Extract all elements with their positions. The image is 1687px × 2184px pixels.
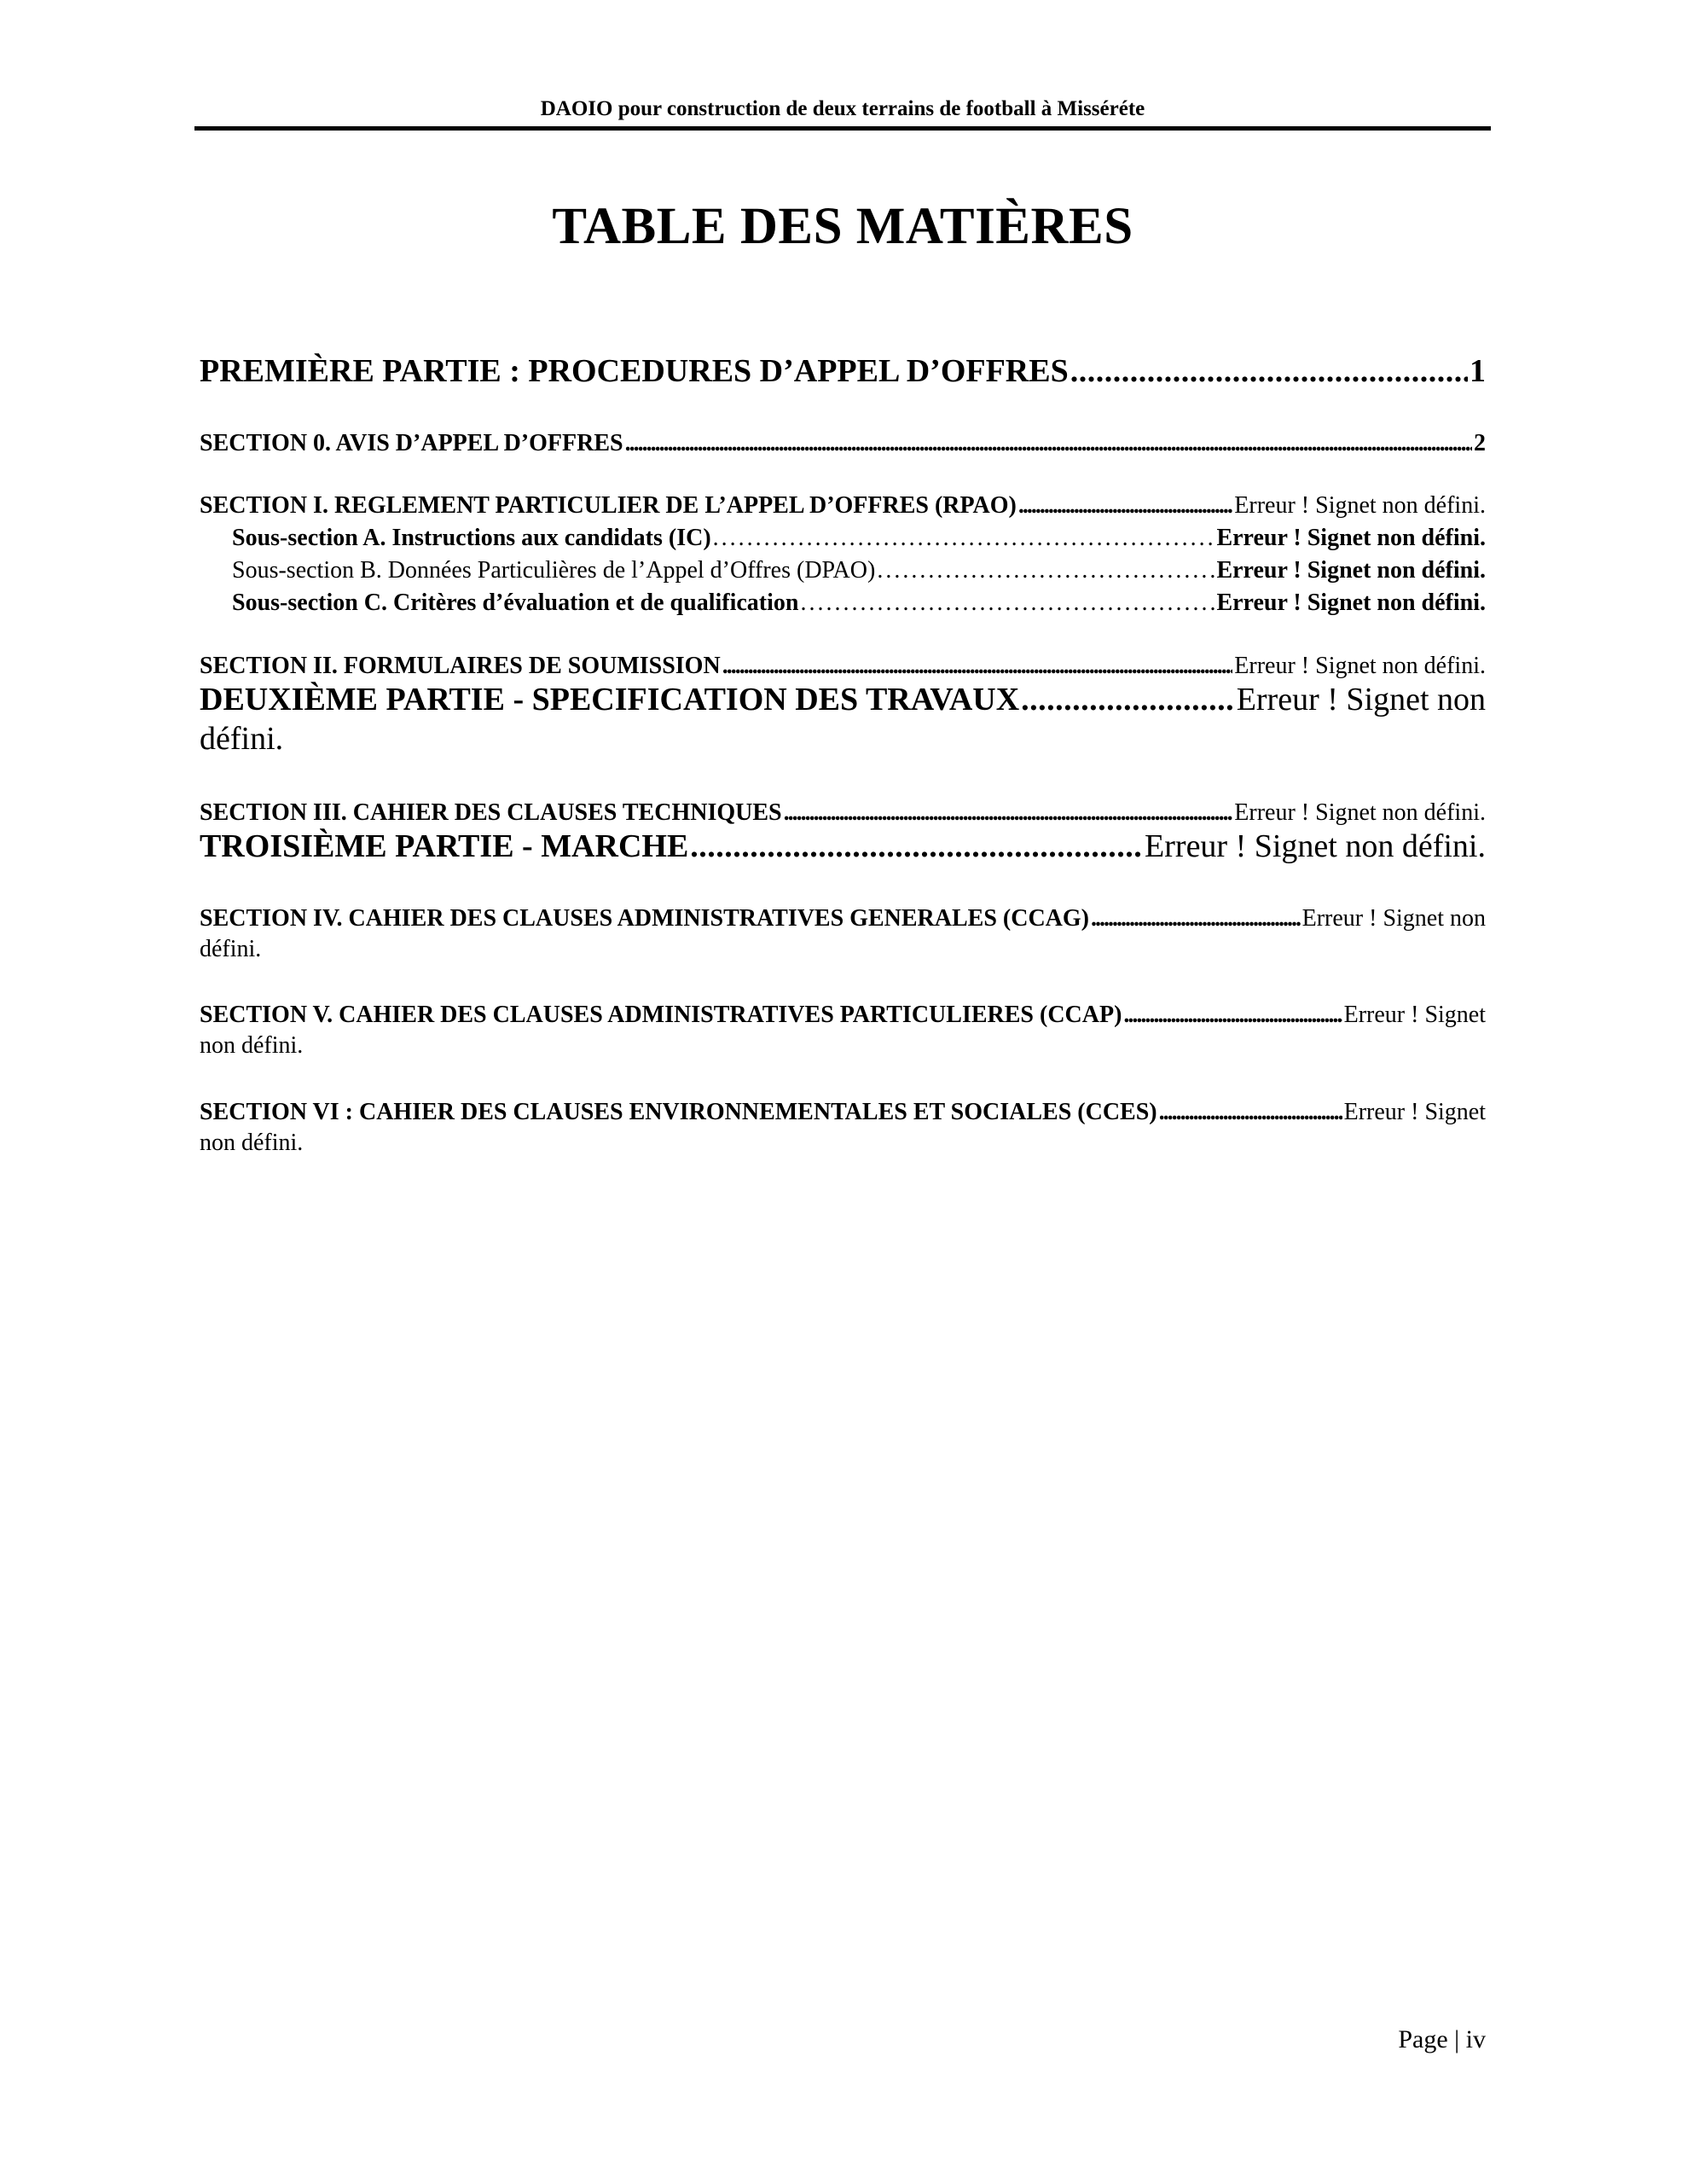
toc-entry-label: Sous-section A. Instructions aux candidats (IC) [232, 525, 711, 551]
toc-dot-leader [690, 827, 1143, 866]
toc-page-error: Erreur ! Signet [1343, 1002, 1486, 1028]
toc-entry-section-2[interactable] [200, 651, 1486, 682]
toc-entry-subsection-b[interactable] [232, 555, 1486, 586]
toc-entry-part-2[interactable] [200, 680, 1486, 758]
toc-entry-section-6[interactable] [200, 1097, 1486, 1159]
toc-page-number: 1 [1470, 353, 1486, 389]
toc-page-error: Erreur ! Signet non [1236, 682, 1486, 717]
page-title: TABLE DES MATIÈRES [552, 198, 1133, 255]
toc-dot-leader [1018, 491, 1232, 521]
toc-page-error: Erreur ! Signet non défini. [1234, 653, 1486, 679]
toc-entry-label: SECTION I. REGLEMENT PARTICULIER DE L’APPEL D’OFFRES (RPAO) [200, 492, 1017, 519]
toc-dot-leader [1091, 903, 1301, 934]
running-header: DAOIO pour construction de deux terrains de football à Misséréte [540, 97, 1145, 120]
toc-page-error: Erreur ! Signet non [1301, 905, 1486, 932]
toc-page-number: 2 [1474, 430, 1486, 456]
toc-page-error: Erreur ! Signet non défini. [1145, 828, 1486, 864]
toc-entry-section-5[interactable] [200, 1000, 1486, 1061]
toc-page-error: Erreur ! Signet non défini. [1216, 557, 1486, 584]
toc-entry-section-1[interactable] [200, 491, 1486, 521]
header-rule [194, 126, 1491, 131]
toc-page-error-continued: non défini. [200, 1130, 304, 1156]
toc-entry-label: SECTION III. CAHIER DES CLAUSES TECHNIQUES [200, 799, 782, 826]
toc-dot-leader [722, 651, 1233, 682]
toc-page-error: Erreur ! Signet non défini. [1234, 492, 1486, 519]
toc-entry-subsection-c[interactable] [232, 588, 1486, 619]
toc-entry-label: SECTION IV. CAHIER DES CLAUSES ADMINISTRATIVES GENERALES (CCAG) [200, 905, 1089, 932]
toc-entry-part-1[interactable] [200, 351, 1486, 391]
toc-page-error: Erreur ! Signet non défini. [1216, 590, 1486, 616]
toc-page-error-continued: non défini. [200, 1032, 304, 1059]
toc-dot-leader [877, 555, 1215, 586]
toc-entry-section-3[interactable] [200, 798, 1486, 828]
toc-dot-leader [800, 588, 1215, 619]
toc-dot-leader [1159, 1097, 1342, 1128]
toc-entry-label: SECTION VI : CAHIER DES CLAUSES ENVIRONNEMENTALES ET SOCIALES (CCES) [200, 1099, 1157, 1125]
toc-dot-leader [713, 523, 1215, 554]
toc-dot-leader [784, 798, 1233, 828]
toc-page-error: Erreur ! Signet non défini. [1216, 525, 1486, 551]
toc-page-error: Erreur ! Signet non défini. [1234, 799, 1486, 826]
toc-entry-label: Sous-section B. Données Particulières de l’Appel d’Offres (DPAO) [232, 557, 876, 584]
toc-entry-label: Sous-section C. Critères d’évaluation et de qualification [232, 590, 799, 616]
toc-entry-label: SECTION 0. AVIS D’APPEL D’OFFRES [200, 430, 623, 456]
toc-dot-leader [1070, 351, 1468, 391]
toc-entry-label: TROISIÈME PARTIE - MARCHE [200, 828, 689, 864]
toc-dot-leader [1021, 680, 1235, 719]
toc-page-error: Erreur ! Signet [1343, 1099, 1486, 1125]
toc-entry-section-0[interactable] [200, 428, 1486, 459]
toc-entry-subsection-a[interactable] [232, 523, 1486, 554]
toc-entry-label: SECTION II. FORMULAIRES DE SOUMISSION [200, 653, 721, 679]
toc-entry-label: SECTION V. CAHIER DES CLAUSES ADMINISTRATIVES PARTICULIERES (CCAP) [200, 1002, 1122, 1028]
toc-page-error-continued: défini. [200, 936, 262, 962]
toc-page-error-continued: défini. [200, 721, 284, 757]
toc-entry-section-4[interactable] [200, 903, 1486, 965]
page-footer-number: Page | iv [1398, 2025, 1486, 2053]
toc-entry-part-3[interactable] [200, 827, 1486, 866]
toc-entry-label: DEUXIÈME PARTIE - SPECIFICATION DES TRAVAUX [200, 682, 1020, 717]
toc-dot-leader [1123, 1000, 1342, 1031]
toc-entry-label: PREMIÈRE PARTIE : PROCEDURES D’APPEL D’OFFRES [200, 353, 1069, 389]
toc-dot-leader [625, 428, 1472, 459]
